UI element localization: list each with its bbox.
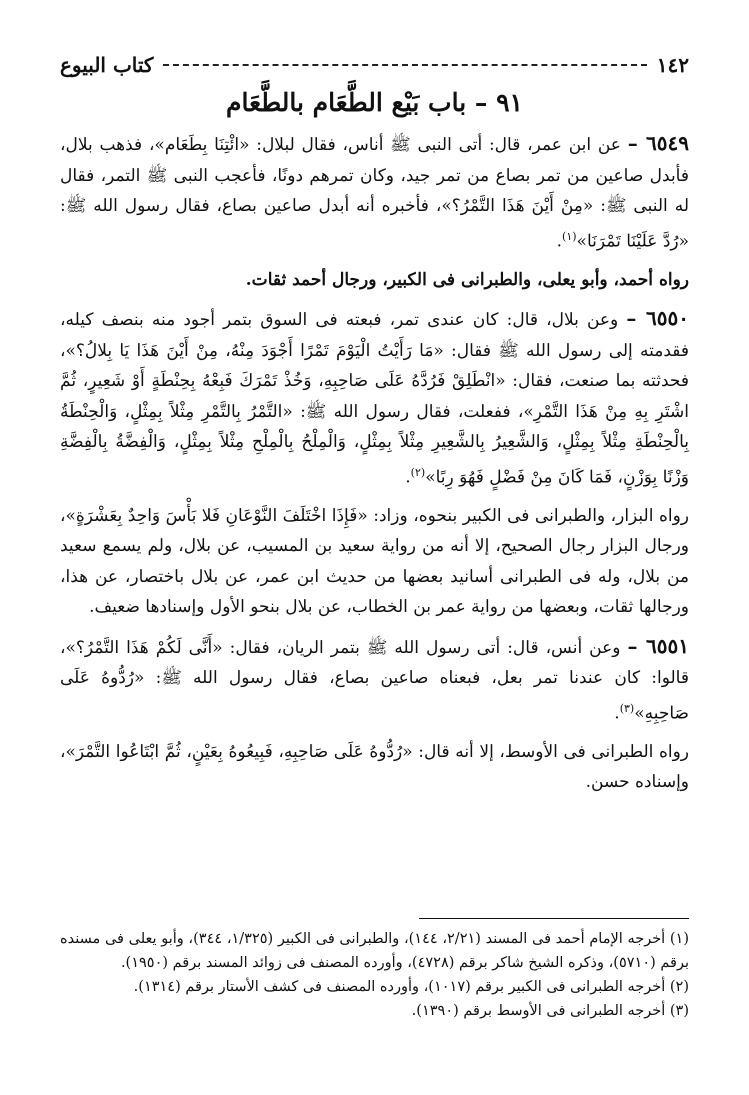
hadith-6549: ٦٥٤٩ – عن ابن عمر، قال: أتى النبى ﷺ أناس، فقال لبلال: «ائْتِنَا بِطَعَام»، فذهب بلال، فأبدل صاعين من تمر بصاع من تمر جيد، وكان تمرهم دونًا، فأعجب النبى ﷺ التمر، فقال له النبى ﷺ: «مِنْ أَيْنَ هَذَا التَّمْرُ؟»، فأخبره أنه أبدل صاعين بصاع، فقال رسول الله ﷺ: «رُدَّ عَلَيْنَا تَمْرَنَا»$^{(١)}$. [60,131,689,252]
hadith-text: وعن بلال، قال: كان عندى تمر، فبعته فى السوق بتمر أجود منه بنصف كيله، فقدمته إلى رسول الله ﷺ فقال: «مَا رَأَيْتُ الْيَوْمَ تَمْرًا أَجْوَدَ مِنْهُ، مِنْ أَيْنَ هَذَا يَا بِلالُ؟»، فحدثته بما صنعت، فقال: «انْطَلِقْ فَرُدَّهُ عَلَى صَاحِبِهِ، وَخُذْ تَمْرَكَ فَبِعْهُ بِحِنْطَةٍ أَوْ شَعِيرٍ، ثُمَّ اشْتَرِ بِهِ مِنْ هَذَا التَّمْرِ»، ففعلت، فقال رسول الله ﷺ: «التَّمْرُ بِالتَّمْرِ مِثْلاً بِمِثْلٍ، وَالْحِنْطَةُ بِالْحِنْطَةِ مِثْلاً بِمِثْلٍ، وَالشَّعِيرُ بِالشَّعِيرِ مِثْلاً بِمِثْلٍ، وَالْمِلْحُ بِالْمِلْحِ مِثْلاً بِمِثْلٍ، وَالْفِضَّةُ بِالْفِضَّةِ وَزْنًا بِوَزْنٍ، فَمَا كَانَ مِنْ فَضْلٍ فَهُوَ رِبًا» [60,310,689,488]
hadith-6550: ٦٥٥٠ – وعن بلال، قال: كان عندى تمر، فبعته فى السوق بتمر أجود منه بنصف كيله، فقدمته إلى رسول الله ﷺ فقال: «مَا رَأَيْتُ الْيَوْمَ تَمْرًا أَجْوَدَ مِنْهُ، مِنْ أَيْنَ هَذَا يَا بِلالُ؟»، فحدثته بما صنعت، فقال: «انْطَلِقْ فَرُدَّهُ عَلَى صَاحِبِهِ، وَخُذْ تَمْرَكَ فَبِعْهُ بِحِنْطَةٍ أَوْ شَعِيرٍ، ثُمَّ اشْتَرِ بِهِ مِنْ هَذَا التَّمْرِ»، ففعلت، فقال رسول الله ﷺ: «التَّمْرُ بِالتَّمْرِ مِثْلاً بِمِثْلٍ، وَالْحِنْطَةُ بِالْحِنْطَةِ مِثْلاً بِمِثْلٍ، وَالشَّعِيرُ بِالشَّعِيرِ مِثْلاً بِمِثْلٍ، وَالْمِلْحُ بِالْمِلْحِ مِثْلاً بِمِثْلٍ، وَالْفِضَّةُ بِالْفِضَّةِ وَزْنًا بِوَزْنٍ، فَمَا كَانَ مِنْ فَضْلٍ فَهُوَ رِبًا»$^{(٢)}$. [60,306,689,488]
hadith-number: ٦٥٥٠ – [626,306,689,331]
footnote-ref: (٣) [619,701,635,715]
hadith-number: ٦٥٥١ – [627,633,689,658]
hadith-6551: ٦٥٥١ – وعن أنس، قال: أتى رسول الله ﷺ بتمر الريان، فقال: «أَنَّى لَكُمْ هَذَا التَّمْرُ؟»، قالوا: كان عندنا تمر بعل، فبعناه صاعين بصاع، فقال رسول الله ﷺ: «رُدُّوهُ عَلَى صَاحِبِهِ»$^{(٣)}$. [60,633,689,724]
footnote-divider [419,918,689,919]
footnote-1: (١) أخرجه الإمام أحمد فى المسند (٢/٢١، ١٤٤)، والطبرانى فى الكبير (١/٣٢٥، ٣٤٤)، وأبو يعلى فى مسنده برقم (٥٧١٠)، وذكره الشيخ شاكر برقم (٤٧٢٨)، وأورده المصنف فى زوائد المسند برقم (١٩٥٠). [60,931,689,971]
footnotes [60,927,689,1023]
hadith-text: عن ابن عمر، قال: أتى النبى ﷺ أناس، فقال لبلال: «ائْتِنَا بِطَعَام»، فذهب بلال، فأبدل صاعين من تمر بصاع من تمر جيد، وكان تمرهم دونًا، فأعجب النبى ﷺ التمر، فقال له النبى ﷺ: «مِنْ أَيْنَ هَذَا التَّمْرُ؟»، فأخبره أنه أبدل صاعين بصاع، فقال رسول الله ﷺ: «رُدَّ عَلَيْنَا تَمْرَنَا» [60,135,689,252]
chapter-title: ٩١ – باب بَيْع الطَّعَام بالطَّعَام [226,88,523,117]
main-text [60,128,689,806]
header-divider [163,64,646,66]
hadith-number: ٦٥٤٩ – [627,131,689,155]
footnote-2: (٢) أخرجه الطبرانى فى الكبير برقم (١٠١٧)، وأورده المصنف فى كشف الأستار برقم (١٣١٤). [133,979,689,995]
page-number: ١٤٢ [656,53,689,77]
footnote-ref: (١) [562,229,577,243]
footnote-3: (٣) أخرجه الطبرانى فى الأوسط برقم (١٣٩٠). [411,1003,689,1019]
running-header [60,50,689,80]
book-title: كتاب البيوع [60,53,154,77]
hadith-text: وعن أنس، قال: أتى رسول الله ﷺ بتمر الريان، فقال: «أَنَّى لَكُمْ هَذَا التَّمْرُ؟»، قالوا: كان عندنا تمر بعل، فبعناه صاعين بصاع، فقال رسول الله ﷺ: «رُدُّوهُ عَلَى صَاحِبِهِ» [60,637,689,724]
narration-note: رواه البزار، والطبرانى فى الكبير بنحوه، وزاد: «فَإِذَا اخْتَلَفَ النَّوْعَانِ فَلا بَأْسَ وَاحِدٌ بِعَشْرَةٍ»، ورجال البزار رجال الصحيح، إلا أنه من رواية سعيد بن المسيب، عن بلال، ولم يسمع سعيد من بلال، وله فى الطبرانى أسانيد بعضها من حديث ابن عمر، عن بلال باختصار، عن هذا، ورجالها ثقات، وبعضها من رواية عمر بن الخطاب، عن بلال بنحو الأول وإسنادها ضعيف. [60,505,689,618]
narration-note: رواه الطبرانى فى الأوسط، إلا أنه قال: «رُدُّوهُ عَلَى صَاحِبِهِ، فَبِيعُوهُ بِعَيْنٍ، ثُمَّ ابْتَاعُوا التَّمْرَ»، وإسناده حسن. [60,741,689,793]
footnote-ref: (٢) [410,465,426,479]
narration-note: رواه أحمد، وأبو يعلى، والطبرانى فى الكبير، ورجال أحمد ثقات. [245,269,689,290]
